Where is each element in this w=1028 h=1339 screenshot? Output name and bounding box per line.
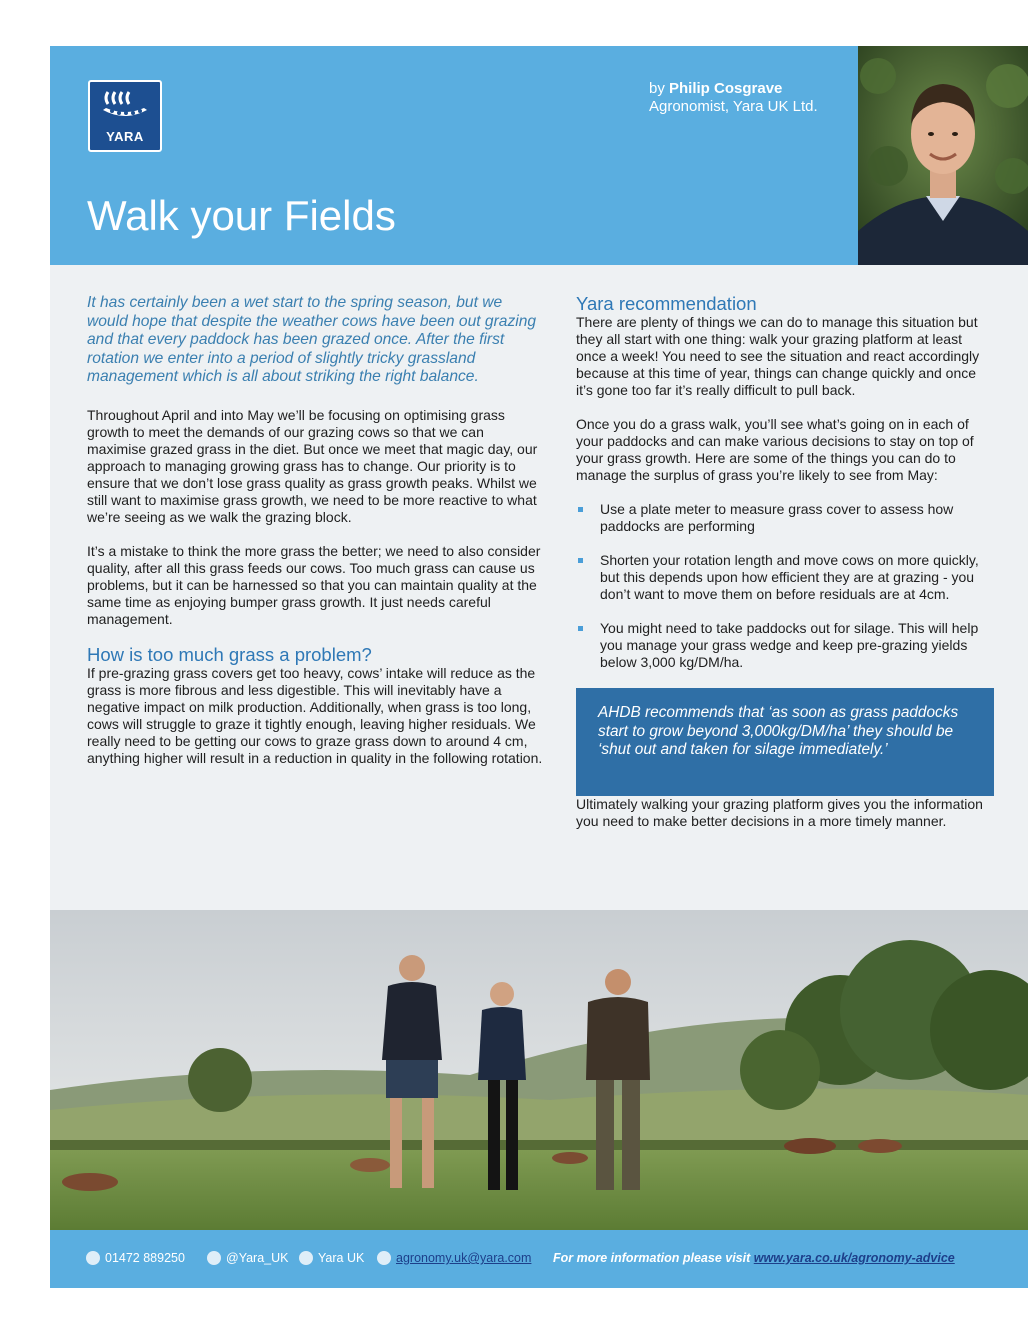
more-info: [553, 1251, 955, 1265]
bullet-icon: [578, 626, 583, 631]
paragraph: There are plenty of things we can do to manage this situation but they all start with one thing: walk your grazing platform at least once a week! You need to see the situation and react accordingly because at this time of year, things can change quickly and once it’s gone too far it’s really difficult to pull back.: [576, 314, 980, 398]
paragraph: It’s a mistake to think the more grass the better; we need to also consider quality, after all this grass feeds our cows. Too much grass can cause us problems, but it can be harnessed so that you can maintain quality at the same time as enjoying bumper grass growth. It just needs careful management.: [87, 542, 541, 627]
phone-icon: [86, 1251, 100, 1265]
bullet-icon: [578, 507, 583, 512]
logo-text: YARA: [106, 129, 144, 144]
field-photo: [50, 910, 1028, 1230]
author-portrait: [858, 46, 1028, 265]
more-info-text: For more information please visit: [553, 1251, 751, 1265]
website-link[interactable]: www.yara.co.uk/agronomy-advice: [753, 1251, 955, 1265]
byline: [649, 80, 818, 116]
email-contact: [377, 1251, 531, 1265]
viking-ship-icon: [100, 88, 150, 124]
paragraph: If pre-grazing grass covers get too heavy, cows’ intake will reduce as the grass is more fibrous and less digestible. This will inevitably have a negative impact on milk production. Additionally, when grass is too long, cows will struggle to graze it tightly enough, leaving higher residuals. We really need to be getting our cows to graze grass down to around 4 cm, anything higher will result in a reduction in quality in the following rotation.: [87, 664, 543, 766]
list-item-text: You might need to take paddocks out for silage. This will help you manage your grass wedge and keep pre-grazing yields below 3,000 kg/DM/ha.: [600, 620, 979, 670]
recommendation-list: [576, 501, 996, 671]
closing-paragraph: Ultimately walking your grazing platform gives you the information you need to make better decisions in a more timely manner.: [576, 796, 983, 829]
twitter-icon: [207, 1251, 221, 1265]
phone-contact[interactable]: [86, 1251, 185, 1265]
section-heading: Yara recommendation: [576, 293, 757, 314]
left-column: [87, 294, 545, 784]
article-body: [50, 265, 1028, 910]
bullet-icon: [578, 558, 583, 563]
list-item-text: Use a plate meter to measure grass cover to assess how paddocks are performing: [600, 501, 954, 534]
section-heading: How is too much grass a problem?: [87, 643, 372, 665]
quote-box: [576, 688, 994, 796]
twitter-contact[interactable]: [207, 1251, 288, 1265]
paragraph: Throughout April and into May we’ll be focusing on optimising grass growth to meet the demands of our grazing cows so that we can maximise grazed grass in the diet. But once we meet that magic day, our approach to managing growing grass has to change. Our priority is to ensure that we don’t lose grass quality as grass growth peaks. Whilst we still want to maximise grass growth, we need to be more reactive to what we’re seeing as we walk the grazing block.: [87, 406, 538, 525]
list-item-text: Shorten your rotation length and move cows on more quickly, but this depends upon how efficient they are at grazing - you don’t want to move them on before residuals are at 4cm.: [600, 552, 979, 602]
list-item: [576, 501, 996, 535]
list-item: [576, 620, 996, 671]
paragraph: Once you do a grass walk, you’ll see what’s going on in each of your paddocks and can make various decisions to stay on top of your grass growth. Here are some of the things you can do to manage the surplus of grass you’re likely to see from May:: [576, 416, 974, 483]
facebook-contact[interactable]: [299, 1251, 364, 1265]
yara-logo: [88, 80, 162, 152]
twitter-handle: @Yara_UK: [226, 1251, 289, 1265]
phone-number: 01472 889250: [105, 1251, 185, 1265]
byline-prefix: by: [649, 80, 665, 97]
list-item: [576, 552, 996, 603]
facebook-icon: [299, 1251, 313, 1265]
right-column: [576, 294, 996, 847]
email-link[interactable]: agronomy.uk@yara.com: [396, 1251, 532, 1265]
header-banner: [50, 46, 858, 265]
page-title: Walk your Fields: [87, 192, 396, 239]
intro-paragraph: It has certainly been a wet start to the spring season, but we would hope that despite the weather cows have been out grazing and that every paddock has been grazed once. After the first rotation we enter into a period of slightly tricky grassland management which is all about striking the right balance.: [87, 294, 537, 385]
email-icon: [377, 1251, 391, 1265]
facebook-name: Yara UK: [318, 1251, 365, 1265]
author-role: Agronomist, Yara UK Ltd.: [649, 98, 818, 115]
quote-text: AHDB recommends that ‘as soon as grass paddocks start to grow beyond 3,000kg/DM/ha’ they should be ‘shut out and taken for silage immediately.’: [598, 704, 959, 758]
footer-bar: [50, 1230, 1028, 1288]
author-name: Philip Cosgrave: [669, 80, 783, 97]
